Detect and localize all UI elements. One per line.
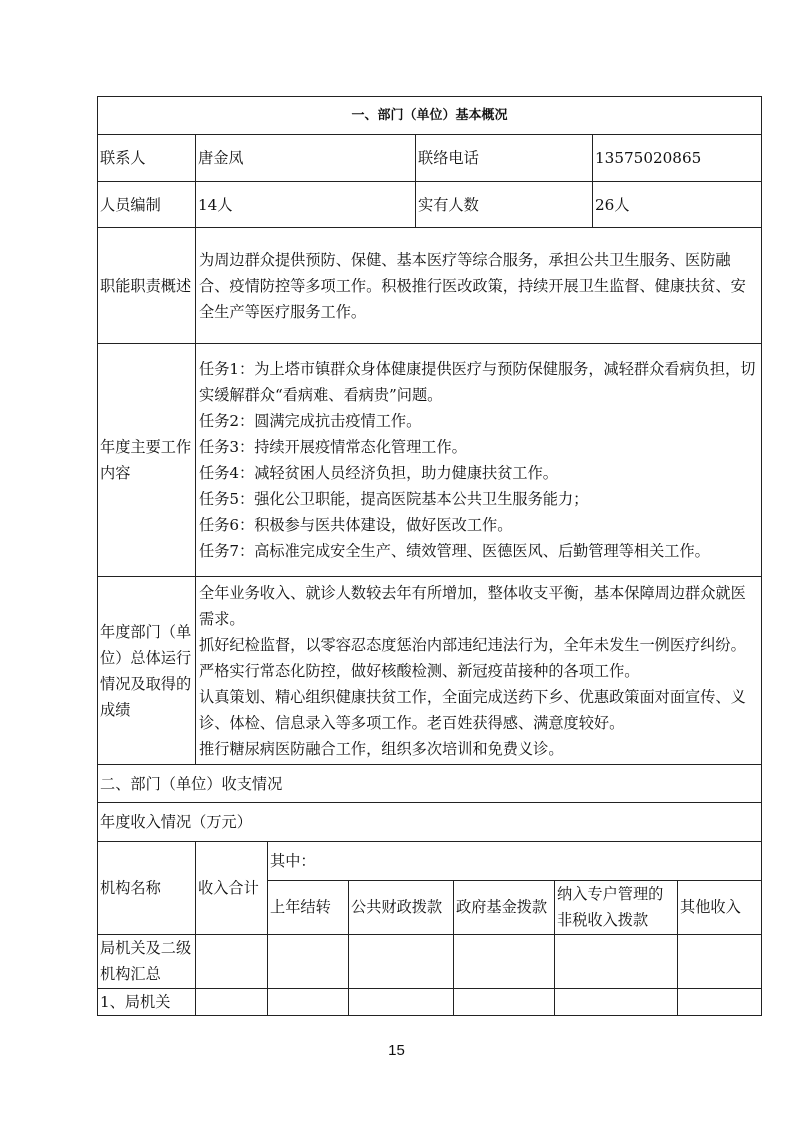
result-item: 认真策划、精心组织健康扶贫工作，全面完成送药下乡、优惠政策面对面宣传、义诊、体检、信息录入等多项工作。老百姓获得感、满意度较好。 <box>199 687 746 732</box>
staff-quota-label: 人员编制 <box>98 182 196 228</box>
header-non-tax: 纳入专户管理的非税收入拨款 <box>555 880 678 934</box>
result-item: 推行糖尿病医防融合工作，组织多次培训和免费义诊。 <box>199 739 564 758</box>
section1-title: 一、部门（单位）基本概况 <box>98 97 762 135</box>
task-item: 任务4：减轻贫困人员经济负担，助力健康扶贫工作。 <box>199 464 558 482</box>
cell <box>268 934 349 988</box>
header-total: 收入合计 <box>196 842 268 934</box>
cell <box>196 934 268 988</box>
header-of-which: 其中： <box>268 842 762 880</box>
cell <box>454 988 555 1015</box>
tasks-list <box>196 344 762 577</box>
result-item: 严格实行常态化防控，做好核酸检测、新冠疫苗接种的各项工作。 <box>199 661 640 680</box>
cell <box>555 988 678 1015</box>
cell <box>349 934 454 988</box>
header-carryover: 上年结转 <box>268 880 349 934</box>
header-org-name: 机构名称 <box>98 842 196 934</box>
cell <box>349 988 454 1015</box>
cell <box>454 934 555 988</box>
row-name: 局机关及二级机构汇总 <box>98 934 196 988</box>
actual-staff-value: 26人 <box>593 182 762 228</box>
duties-text: 为周边群众提供预防、保健、基本医疗等综合服务，承担公共卫生服务、医防融合、疫情防控等多项工作。积极推行医改政策，持续开展卫生监督、健康扶贫、安全生产等医疗服务工作。 <box>196 228 762 344</box>
phone-label: 联络电话 <box>416 135 593 182</box>
task-item: 任务1：为上塔市镇群众身体健康提供医疗与预防保健服务，减轻群众看病负担，切实缓解群众“看病难、看病贵”问题。 <box>199 360 756 404</box>
task-item: 任务5：强化公卫职能，提高医院基本公共卫生服务能力； <box>199 490 589 508</box>
cell <box>196 988 268 1015</box>
page-number: 15 <box>388 1042 405 1059</box>
task-item: 任务3：持续开展疫情常态化管理工作。 <box>199 438 467 456</box>
cell <box>555 934 678 988</box>
task-item: 任务7：高标准完成安全生产、绩效管理、医德医风、后勤管理等相关工作。 <box>199 542 710 560</box>
contact-value: 唐金凤 <box>196 135 416 182</box>
income-title: 年度收入情况（万元） <box>98 803 762 842</box>
task-item: 任务2：圆满完成抗击疫情工作。 <box>199 412 422 430</box>
phone-value: 13575020865 <box>593 135 762 182</box>
section2-title: 二、部门（单位）收支情况 <box>98 765 762 803</box>
results-list <box>196 577 762 765</box>
staff-quota-value: 14人 <box>196 182 416 228</box>
header-other: 其他收入 <box>678 880 762 934</box>
header-public-finance: 公共财政拨款 <box>349 880 454 934</box>
header-gov-fund: 政府基金拨款 <box>454 880 555 934</box>
result-item: 抓好纪检监督，以零容忍态度惩治内部违纪违法行为，全年未发生一例医疗纠纷。 <box>199 635 746 654</box>
tasks-label: 年度主要工作内容 <box>98 344 196 577</box>
cell <box>678 988 762 1015</box>
duties-label: 职能职责概述 <box>98 228 196 344</box>
results-label: 年度部门（单位）总体运行情况及取得的成绩 <box>98 577 196 765</box>
basic-info-table <box>97 96 762 842</box>
income-table <box>97 842 762 1016</box>
table-row <box>98 988 762 1015</box>
table-row <box>98 934 762 988</box>
task-item: 任务6：积极参与医共体建设，做好医改工作。 <box>199 516 513 534</box>
cell <box>268 988 349 1015</box>
actual-staff-label: 实有人数 <box>416 182 593 228</box>
cell <box>678 934 762 988</box>
row-name: 1、局机关 <box>98 988 196 1015</box>
contact-label: 联系人 <box>98 135 196 182</box>
result-item: 全年业务收入、就诊人数较去年有所增加，整体收支平衡，基本保障周边群众就医需求。 <box>199 583 746 628</box>
